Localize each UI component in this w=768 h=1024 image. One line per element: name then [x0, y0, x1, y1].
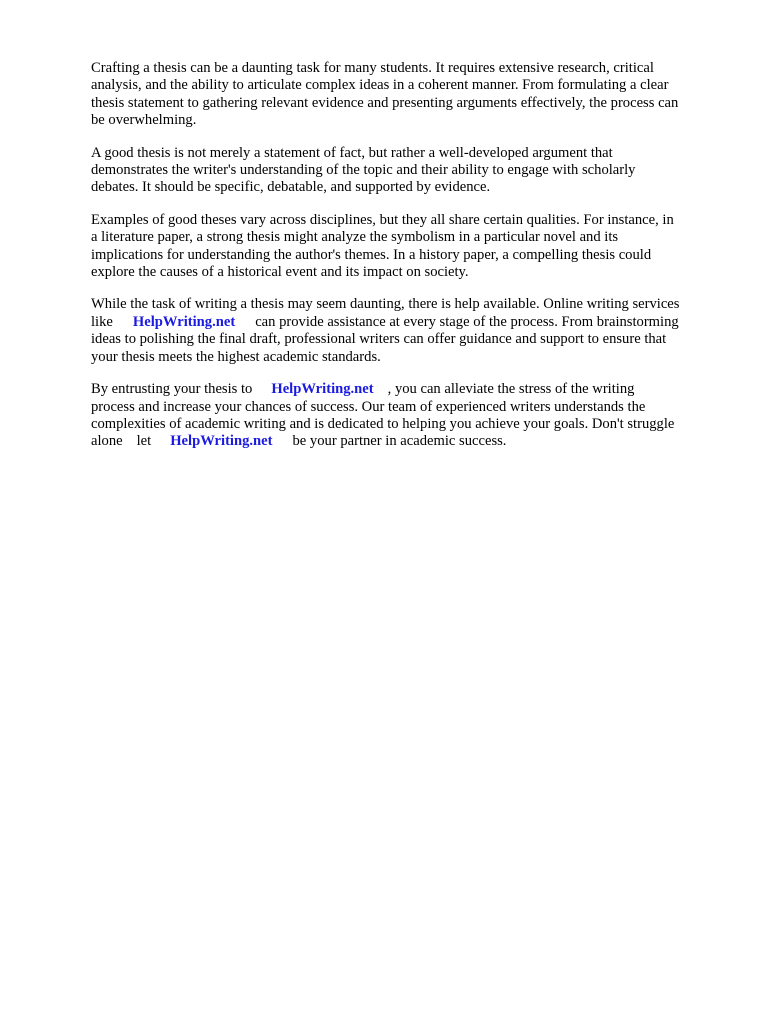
line-text: let	[136, 433, 152, 450]
helpwriting-link[interactable]: HelpWriting.net	[132, 313, 236, 330]
paragraph-line: complexities of academic writing and is dedicated to helping you achieve your goals. Don't struggle	[91, 415, 675, 432]
paragraph-line: analysis, and the ability to articulate complex ideas in a coherent manner. From formulating a clear	[91, 77, 669, 94]
paragraph-line: demonstrates the writer's understanding of the topic and their ability to engage with scholarly	[91, 162, 636, 179]
paragraph-line: explore the causes of a historical event and its impact on society.	[91, 264, 469, 281]
paragraph-line: implications for understanding the author's themes. In a history paper, a compelling thesis could	[91, 246, 652, 263]
paragraph-line: While the task of writing a thesis may seem daunting, there is help available. Online writing services	[91, 296, 680, 313]
paragraph-line	[91, 381, 731, 398]
paragraph-line: process and increase your chances of success. Our team of experienced writers understands the	[91, 398, 646, 415]
paragraph-5	[91, 381, 731, 451]
document-body	[91, 60, 731, 466]
helpwriting-link[interactable]: HelpWriting.net	[271, 381, 374, 398]
paragraph-line: thesis statement to gathering relevant evidence and presenting arguments effectively, the process can	[91, 94, 679, 111]
paragraph-line: ideas to polishing the final draft, professional writers can offer guidance and support to ensure that	[91, 331, 667, 348]
paragraph-line: Examples of good theses vary across disciplines, but they all share certain qualities. For instance, in	[91, 211, 674, 228]
line-text: can provide assistance at every stage of the process. From brainstorming	[255, 313, 679, 330]
paragraph-2	[91, 145, 731, 197]
paragraph-4	[91, 296, 731, 366]
line-text: By entrusting your thesis to	[91, 381, 253, 398]
line-text: be your partner in academic success.	[292, 433, 507, 450]
paragraph-3	[91, 212, 731, 282]
paragraph-line: A good thesis is not merely a statement of fact, but rather a well-developed argument that	[91, 144, 613, 161]
paragraph-line: debates. It should be specific, debatable, and supported by evidence.	[91, 179, 491, 196]
line-text: alone	[91, 433, 123, 450]
paragraph-line	[91, 433, 731, 450]
paragraph-line: Crafting a thesis can be a daunting task for many students. It requires extensive research, critical	[91, 60, 654, 76]
paragraph-line	[91, 314, 731, 331]
line-text: , you can alleviate the stress of the writing	[387, 381, 635, 398]
helpwriting-link[interactable]: HelpWriting.net	[170, 433, 273, 450]
paragraph-line: a literature paper, a strong thesis might analyze the symbolism in a particular novel and its	[91, 229, 619, 246]
paragraph-1	[91, 60, 731, 130]
line-text: like	[91, 313, 113, 330]
paragraph-line: be overwhelming.	[91, 112, 197, 129]
paragraph-line: your thesis meets the highest academic standards.	[91, 348, 381, 365]
